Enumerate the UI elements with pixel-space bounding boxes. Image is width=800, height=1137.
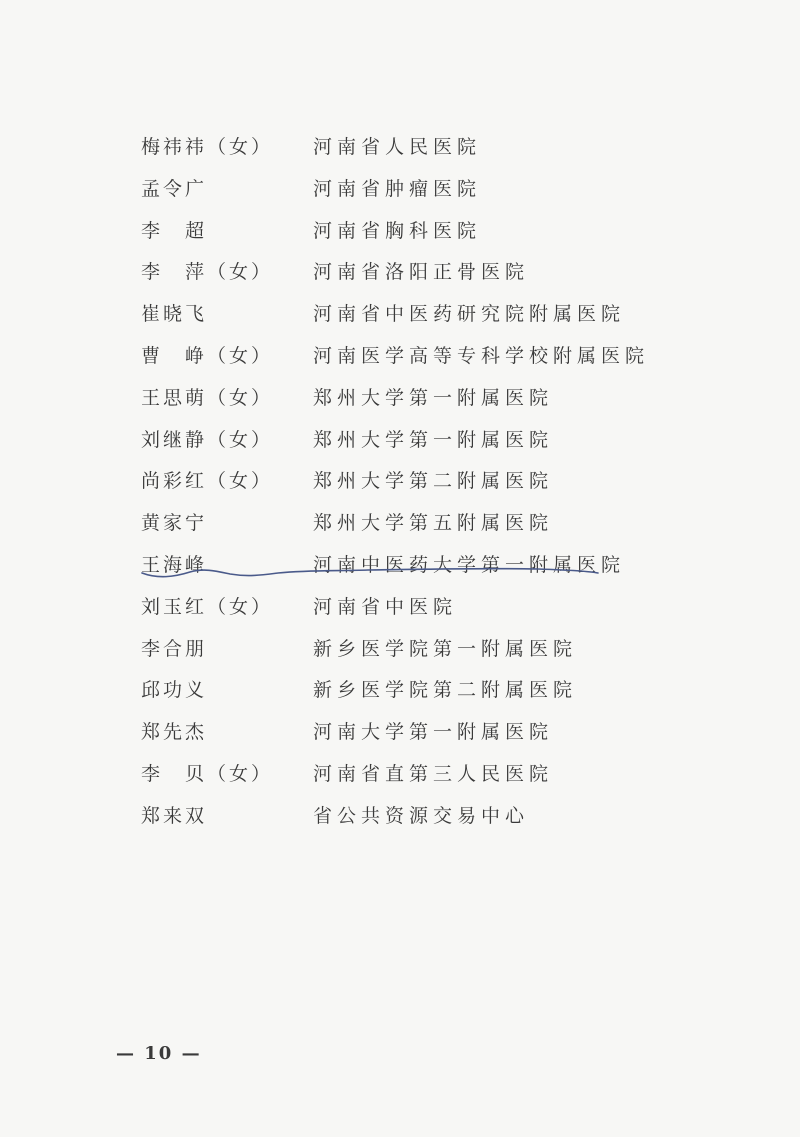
member-name: 王海峰 [141,553,208,576]
member-organization: 郑州大学第五附属医院 [313,512,554,535]
member-name: 李 超 [141,219,208,242]
member-name: 尚彩红（女） [141,470,274,493]
member-name: 梅祎祎（女） [141,136,274,158]
member-organization: 河南省肿瘤医院 [313,177,482,200]
member-name: 孟令广 [141,177,208,200]
member-name: 曹 峥（女） [141,344,274,367]
member-name: 邱功义 [141,679,208,702]
member-name: 郑先杰 [141,721,208,744]
member-name: 李 贝（女） [141,762,274,785]
member-name: 李 萍（女） [141,261,274,284]
member-organization: 郑州大学第二附属医院 [313,470,554,493]
member-organization: 河南省直第三人民医院 [313,762,554,785]
member-organization: 河南大学第一附属医院 [313,721,554,744]
member-name: 刘玉红（女） [141,595,274,618]
member-organization: 省公共资源交易中心 [313,804,530,827]
member-organization: 河南省胸科医院 [313,219,482,242]
member-organization: 郑州大学第一附属医院 [313,386,554,409]
member-organization: 河南中医药大学第一附属医院 [313,553,626,576]
member-organization: 河南省洛阳正骨医院 [313,261,530,284]
member-organization: 河南省中医院 [313,595,458,618]
member-organization: 新乡医学院第一附属医院 [313,637,578,660]
member-organization: 河南医学高等专科学校附属医院 [313,344,650,367]
handwritten-underline [138,559,602,583]
member-name: 崔晓飞 [141,303,208,326]
member-organization: 新乡医学院第二附属医院 [313,679,578,702]
page-number: — 10 — [116,1043,202,1064]
member-name: 王思萌（女） [141,386,274,409]
member-name: 李合朋 [141,637,208,660]
member-organization: 郑州大学第一附属医院 [313,428,554,451]
member-organization: 河南省人民医院 [313,136,482,158]
member-name: 郑来双 [141,804,208,827]
member-name: 黄家宁 [141,512,208,535]
member-organization: 河南省中医药研究院附属医院 [313,303,626,326]
member-name: 刘继静（女） [141,428,274,451]
